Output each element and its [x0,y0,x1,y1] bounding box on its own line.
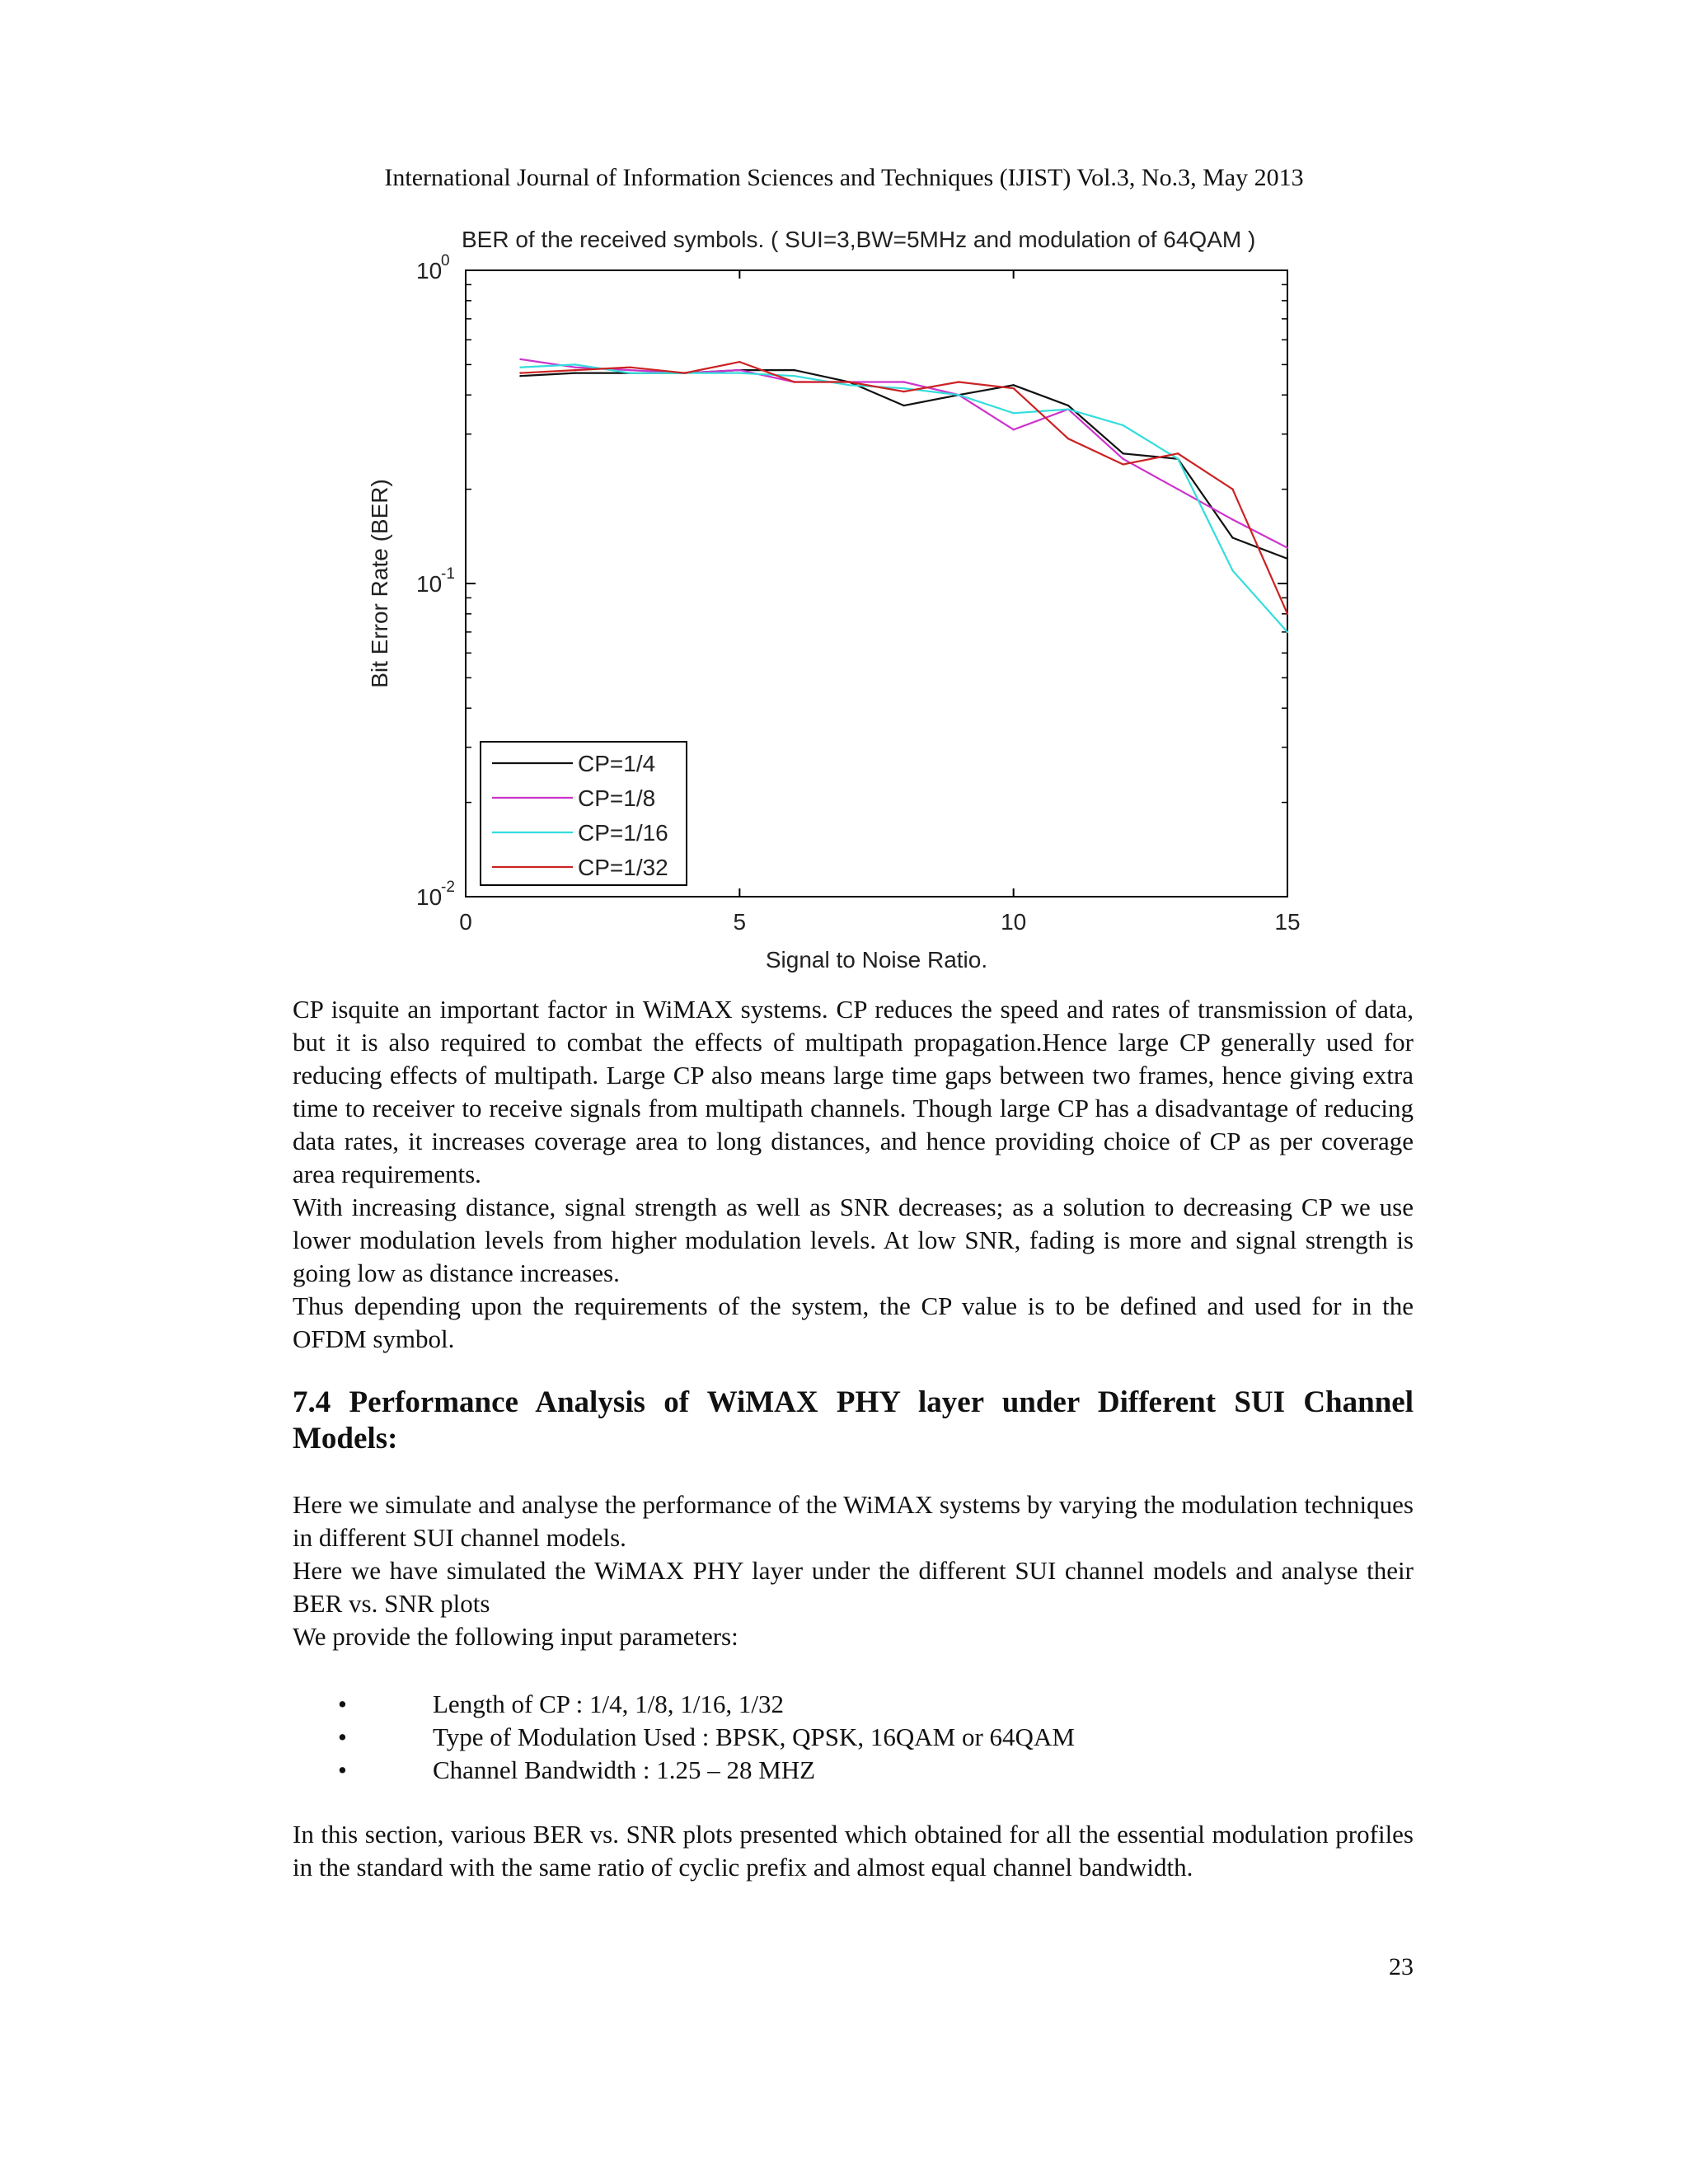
page-number: 23 [1389,1953,1414,1980]
list-item [293,1688,1414,1721]
section-heading: 7.4 Performance Analysis of WiMAX PHY layer under Different SUI Channel Models: [293,1385,1414,1455]
y-tick-label-exponent: -2 [441,879,455,896]
data-point [958,394,959,396]
data-point [1067,408,1069,410]
bullet-marker: • [338,1722,347,1751]
data-point [1012,387,1014,389]
data-point [903,387,905,389]
data-point [848,384,850,386]
data-point [629,372,631,373]
data-point [738,372,740,373]
paragraph-cp-value: Thus depending upon the requirements of the system, the CP value is to be defined and used for in the OFDM symbol. [293,1291,1414,1353]
data-point [1012,412,1014,414]
y-tick-label-base: 10 [416,884,443,910]
ber-chart [346,214,1335,972]
legend-label: CP=1/16 [578,820,668,846]
y-tick-label-base: 10 [416,571,443,597]
data-point [958,381,959,382]
y-tick-label-exponent: 0 [441,252,450,269]
data-point [1287,631,1288,633]
list-item [293,1721,1414,1754]
y-axis-label: Bit Error Rate (BER) [367,479,392,688]
paragraph-simulated-phy: Here we have simulated the WiMAX PHY layer under the different SUI channel models and analyse their BER vs. SNR plots [293,1556,1414,1618]
paragraph-distance-snr: With increasing distance, signal strength as well as SNR decreases; as a solution to decreasing CP we use lower modulation levels from higher modulation levels. At low SNR, fading is more and signal strength is going low as distance increases. [293,1193,1414,1287]
data-point [519,372,521,373]
data-point [738,369,740,371]
running-header: International Journal of Information Sciences and Techniques (IJIST) Vol.3, No.3, May 2013 [384,164,1304,191]
paragraph-cp-importance: CP isquite an important factor in WiMAX systems. CP reduces the speed and rates of transmission of data, but it is also required to combat the effects of multipath propagation.Hence large CP generally used for reducing effects of multipath. Large CP also means large time gaps between two frames, hence giving extra time to receiver to receive signals from multipath channels. Though large CP has a disadvantage of reducing data rates, it increases coverage area to long distances, and hence providing choice of CP as per coverage area requirements. [293,995,1414,1188]
legend-label: CP=1/8 [578,785,656,811]
data-point [1287,558,1288,560]
chart-title: BER of the received symbols. ( SUI=3,BW=5MHz and modulation of 64QAM ) [462,227,1256,252]
data-point [1122,424,1123,426]
paragraph-simulate: Here we simulate and analyse the performance of the WiMAX systems by varying the modulation techniques in different SUI channel models. [293,1490,1414,1552]
paragraph-input-params: We provide the following input parameters: [293,1622,738,1651]
x-tick-label: 0 [459,909,472,935]
x-tick-label: 10 [1001,909,1027,935]
data-point [574,367,576,368]
data-point [738,361,740,363]
legend-label: CP=1/4 [578,751,656,776]
data-point [903,405,905,406]
list-item [293,1754,1414,1787]
bullet-marker: • [338,1755,347,1784]
data-point [519,367,521,368]
data-point [1012,384,1014,386]
data-point [1122,463,1123,465]
data-point [903,391,905,392]
data-point [1231,569,1233,571]
list-item-text: Type of Modulation Used : BPSK, QPSK, 16QAM or 64QAM [433,1722,1075,1751]
data-point [1287,613,1288,615]
y-tick-label-exponent: -1 [441,565,455,583]
parameter-list [293,1688,1414,1787]
data-point [848,381,850,382]
data-point [629,369,631,371]
legend-label: CP=1/32 [578,855,668,880]
x-axis-label: Signal to Noise Ratio. [765,947,988,972]
data-point [794,375,795,377]
data-point [903,381,905,382]
data-point [1177,488,1179,490]
data-point [1067,438,1069,439]
data-point [1122,452,1123,454]
data-point [1231,488,1233,490]
data-point [574,363,576,365]
data-point [1067,405,1069,406]
data-point [1231,537,1233,538]
data-point [574,372,576,373]
data-point [1122,458,1123,460]
data-point [684,372,686,373]
bullet-marker: • [338,1690,347,1718]
paragraph-closing: In this section, various BER vs. SNR plots presented which obtained for all the essential modulation profiles in the standard with the same ratio of cyclic prefix and almost equal channel bandwidth. [293,1820,1414,1882]
data-point [519,375,521,377]
data-point [1177,458,1179,460]
data-point [794,381,795,382]
data-point [1177,452,1179,454]
data-point [794,369,795,371]
data-point [519,359,521,360]
x-tick-label: 15 [1274,909,1301,935]
data-point [574,369,576,371]
list-item-text: Channel Bandwidth : 1.25 – 28 MHZ [433,1755,816,1784]
ber-figure [346,214,1335,972]
data-point [1287,547,1288,549]
data-point [629,367,631,368]
y-tick-label-base: 10 [416,258,443,284]
list-item-text: Length of CP : 1/4, 1/8, 1/16, 1/32 [433,1690,784,1718]
x-tick-label: 5 [733,909,747,935]
data-point [1012,429,1014,430]
data-point [1231,518,1233,520]
